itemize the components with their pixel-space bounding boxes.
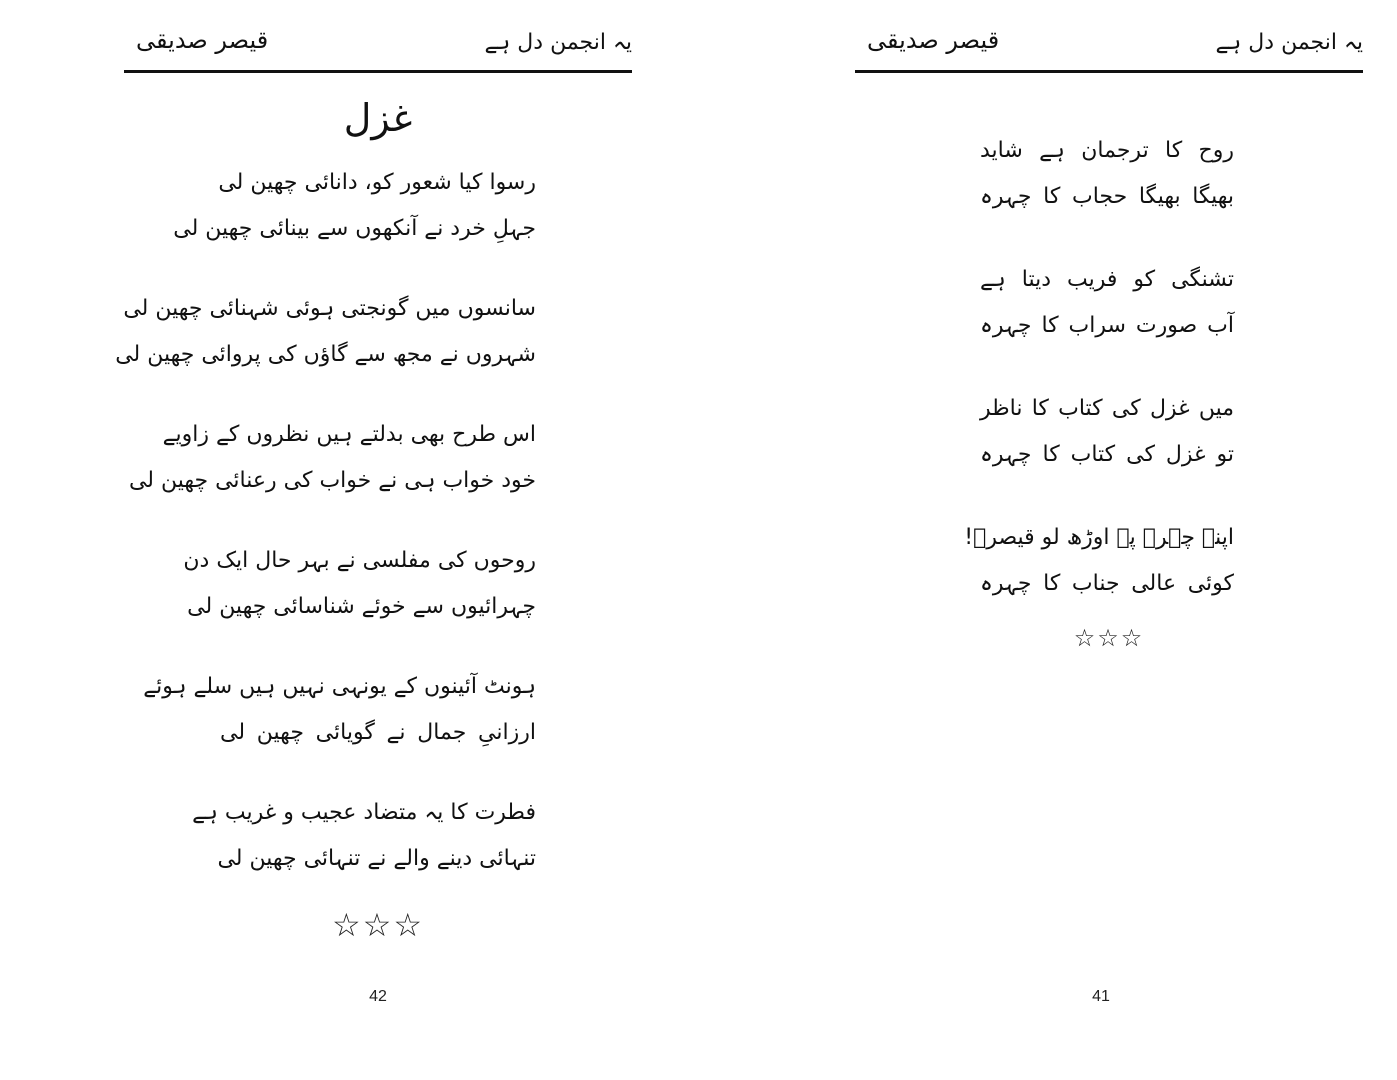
couplet <box>192 790 536 882</box>
verse-line: فطرت کا یہ متضاد عجیب و غریب ہے <box>192 800 536 825</box>
book-title: یہ انجمن دل ہے <box>1215 30 1363 55</box>
page-number: 42 <box>369 988 387 1005</box>
verse-line: اپنے چہرے پہ اوڑھ لو قیصرؔ! <box>964 525 1234 550</box>
right-page <box>855 0 1363 1080</box>
page-number: 41 <box>1092 988 1110 1005</box>
couplet <box>143 664 536 756</box>
end-stars: ☆☆☆ <box>1073 624 1145 652</box>
header-divider <box>124 70 632 73</box>
page-header <box>124 22 632 68</box>
verse-line: سانسوں میں گونجتی ہوئی شہنائی چھین لی <box>123 296 536 321</box>
header-divider <box>855 70 1363 73</box>
couplet <box>964 515 1234 607</box>
verse-line: تو غزل کی کتاب کا چہرہ <box>980 442 1234 467</box>
page-header <box>855 22 1363 68</box>
couplet <box>980 128 1234 220</box>
couplet <box>183 538 536 630</box>
verse-line: تنہائی دینے والے نے تنہائی چھین لی <box>217 846 536 871</box>
couplet <box>980 257 1234 349</box>
ghazal-title: غزل <box>343 96 413 140</box>
couplet <box>128 412 536 504</box>
verse-line: چہرائیوں سے خوئے شناسائی چھین لی <box>187 594 536 619</box>
verse-line: خود خواب ہی نے خواب کی رعنائی چھین لی <box>128 468 536 493</box>
verse-line: ارزانیِ جمال نے گویائی چھین لی <box>220 720 536 745</box>
verse-line: شہروں نے مجھ سے گاؤں کی پروائی چھین لی <box>115 342 536 367</box>
verse-line: روحوں کی مفلسی نے بہر حال ایک دن <box>183 548 536 573</box>
couplet <box>980 386 1234 478</box>
verse-line: کوئی عالی جناب کا چہرہ <box>980 571 1234 596</box>
verse-line: روح کا ترجمان ہے شاید <box>980 138 1234 163</box>
verse-line: جہلِ خرد نے آنکھوں سے بینائی چھین لی <box>173 216 536 241</box>
couplet <box>115 286 536 378</box>
verse-line: تشنگی کو فریب دیتا ہے <box>980 267 1234 292</box>
couplet <box>173 160 536 252</box>
verse-line: بھیگا بھیگا حجاب کا چہرہ <box>980 184 1234 209</box>
book-title: یہ انجمن دل ہے <box>484 30 632 55</box>
verse-line: رسوا کیا شعور کو، دانائی چھین لی <box>218 170 536 195</box>
author-name: قیصر صدیقی <box>136 26 269 54</box>
verse-line: میں غزل کی کتاب کا ناظر <box>980 396 1234 421</box>
left-page <box>115 0 632 1080</box>
author-name: قیصر صدیقی <box>867 26 1000 54</box>
ghazal-verses <box>115 160 536 882</box>
verse-line: آب صورت سراب کا چہرہ <box>980 313 1234 338</box>
ghazal-verses <box>964 128 1234 607</box>
verse-line: ہونٹ آئینوں کے یونہی نہیں ہیں سلے ہوئے <box>143 674 536 699</box>
verse-line: اس طرح بھی بدلتے ہیں نظروں کے زاویے <box>162 422 536 447</box>
end-stars: ☆☆☆ <box>331 906 425 944</box>
